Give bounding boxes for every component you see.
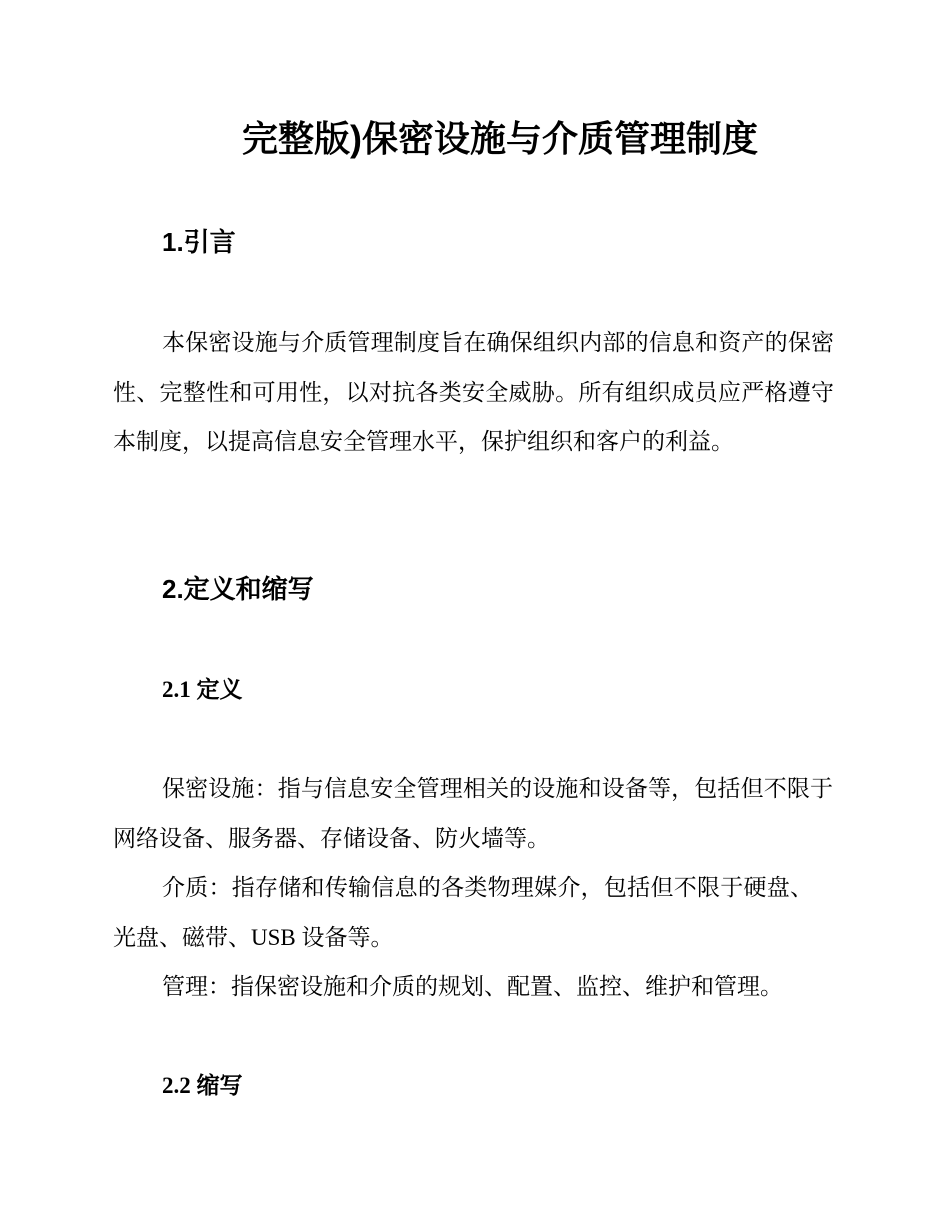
section-heading-introduction: 1.引言 bbox=[162, 227, 236, 257]
subsection-heading-definitions: 2.1 定义 bbox=[162, 677, 243, 702]
section-heading-definitions: 2.定义和缩写 bbox=[162, 574, 314, 604]
definition-paragraph-facilities: 保密设施：指与信息安全管理相关的设施和设备等，包括但不限于网络设备、服务器、存储设备、防火墙等。 bbox=[113, 776, 833, 851]
subsection-heading-abbreviations: 2.2 缩写 bbox=[162, 1073, 243, 1098]
introduction-paragraph: 本保密设施与介质管理制度旨在确保组织内部的信息和资产的保密性、完整性和可用性，以对抗各类安全威胁。所有组织成员应严格遵守本制度，以提高信息安全管理水平，保护组织和客户的利益。 bbox=[113, 330, 834, 454]
document-title: 完整版)保密设施与介质管理制度 bbox=[242, 118, 758, 159]
definition-paragraph-management: 管理：指保密设施和介质的规划、配置、监控、维护和管理。 bbox=[162, 974, 783, 999]
definition-paragraph-media: 介质：指存储和传输信息的各类物理媒介，包括但不限于硬盘、光盘、磁带、USB 设备等。 bbox=[113, 875, 813, 950]
